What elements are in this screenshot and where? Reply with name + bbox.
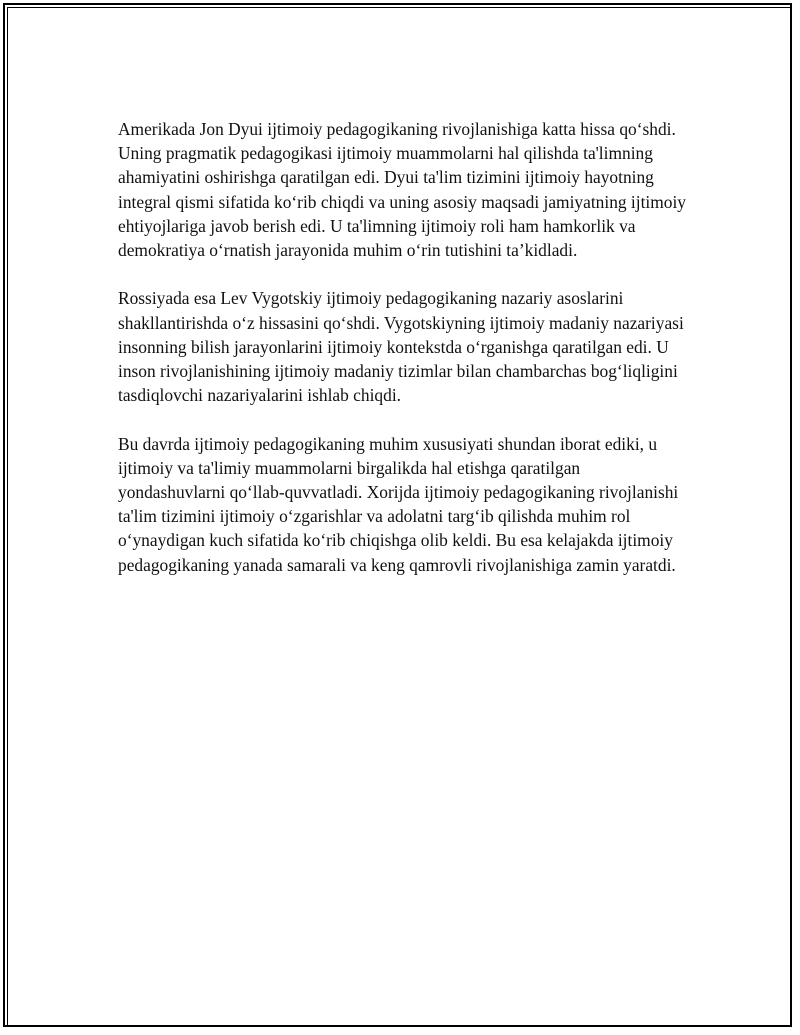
paragraph-period-features: Bu davrda ijtimoiy pedagogikaning muhim xususiyati shundan iborat ediki, u ijtimoiy va ta'limiy muammolarni birgalikda hal etishga qaratilgan yondashuvlarni qo‘llab-quvvatladi. Xorijda ijtimoiy pedagogikaning rivojlanishi ta'lim tizimini ijtimoiy o‘zgarishlar va adolatni targ‘ib qilishda muhim rol o‘ynaydigan kuch sifatida ko‘rib chiqishga olib keldi. Bu esa kelajakda ijtimoiy pedagogikaning yanada samarali va keng qamrovli rivojlanishiga zamin yaratdi.	[118, 433, 679, 575]
paragraph-vygotsky: Rossiyada esa Lev Vygotskiy ijtimoiy pedagogikaning nazariy asoslarini shakllantirishda o‘z hissasini qo‘shdi. Vygotskiyning ijtimoiy madaniy nazariyasi insonning bilish jarayonlarini ijtimoiy kontekstda o‘rganishga qaratilgan edi. U inson rivojlanishining ijtimoiy madaniy tizimlar bilan chambarchas bog‘liqligini tasdiqlovchi nazariyalarini ishlab chiqdi.	[118, 288, 684, 406]
document-body	[118, 117, 690, 601]
paragraph-dewey: Amerikada Jon Dyui ijtimoiy pedagogikaning rivojlanishiga katta hissa qo‘shdi. Uning pragmatik pedagogikasi ijtimoiy muammolarni hal qilishda ta'limning ahamiyatini oshirishga qaratilgan edi. Dyui ta'lim tizimini ijtimoiy hayotning integral qismi sifatida ko‘rib chiqdi va uning asosiy maqsadi jamiyatning ijtimoiy ehtiyojlariga javob berish edi. U ta'limning ijtimoiy roli ham hamkorlik va demokratiya o‘rnatish jarayonida muhim o‘rin tutishini ta’kidladi.	[118, 119, 687, 261]
